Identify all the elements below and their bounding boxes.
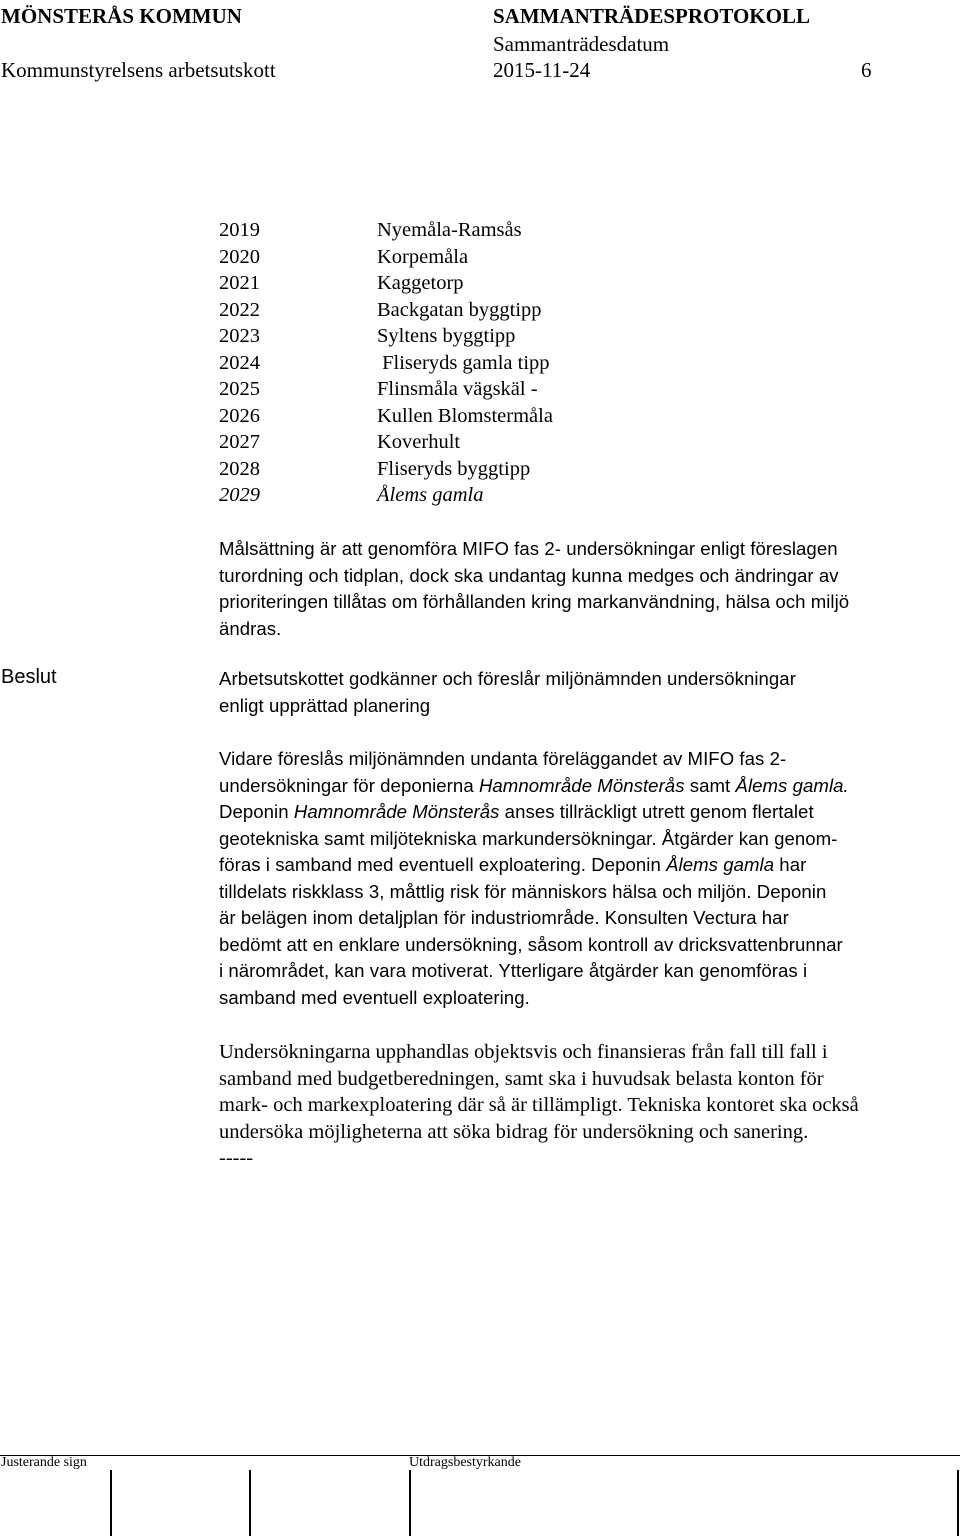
text-line: undersöka möjligheterna att söka bidrag för undersökning och sanering.: [219, 1120, 809, 1143]
text-line: enligt upprättad planering: [219, 694, 431, 716]
text-line: samband med eventuell exploatering.: [219, 986, 530, 1008]
list-item: [219, 482, 719, 509]
site-reference: Hamnområde Mönsterås: [293, 801, 500, 822]
site-number: 2023: [219, 325, 260, 347]
site-number: 2022: [219, 298, 260, 321]
signing-label: Justerande sign: [1, 1455, 87, 1470]
text-line: bedömt att en enklare undersökning, såsom kontroll av dricksvattenbrunnar: [219, 933, 843, 955]
site-number: 2029: [219, 484, 260, 506]
text-line: ändras.: [219, 617, 282, 639]
text-fragment: Deponin: [219, 801, 294, 822]
text-line: [219, 799, 954, 826]
list-item: [219, 297, 719, 324]
list-item: [219, 323, 719, 350]
decision-paragraph-3: [219, 1039, 954, 1172]
text-line: Vidare föreslås miljönämnden undanta föreläggandet av MIFO fas 2-: [219, 748, 787, 769]
list-item: [219, 456, 719, 483]
decision-label: Beslut: [1, 666, 57, 688]
site-reference: Ålems gamla: [666, 854, 775, 875]
signature-box-divider: [957, 1470, 959, 1536]
site-name: Fliseryds gamla tipp: [377, 351, 550, 374]
text-line: Undersökningarna upphandlas objektsvis och finansieras från fall till fall i: [219, 1041, 828, 1063]
text-fragment: har: [774, 854, 807, 875]
signature-box-divider: [409, 1470, 411, 1536]
site-name: Backgatan byggtipp: [377, 298, 542, 321]
list-item: [219, 376, 719, 403]
text-line: i närområdet, kan vara motiverat. Ytterligare åtgärder kan genomföras i: [219, 960, 808, 981]
site-number: 2024: [219, 351, 260, 374]
site-number: 2021: [219, 272, 260, 294]
text-line: samband med budgetberedningen, samt ska i huvudsak belasta konton för: [219, 1067, 824, 1090]
text-line: [219, 852, 954, 879]
list-item: [219, 217, 719, 244]
document-type: SAMMANTRÄDESPROTOKOLL: [493, 4, 810, 28]
site-name: Korpemåla: [377, 245, 469, 268]
list-item: [219, 350, 719, 377]
meeting-date: 2015-11-24: [493, 58, 591, 82]
extract-certification-label: Utdragsbestyrkande: [409, 1455, 521, 1470]
site-name: Nyemåla-Ramsås: [377, 219, 522, 241]
list-item: [219, 403, 719, 430]
text-line: är belägen inom detaljplan för industriområde. Konsulten Vectura har: [219, 907, 789, 928]
text-line: tilldelats riskklass 3, måttlig risk för människors hälsa och miljön. Deponin: [219, 880, 827, 902]
list-item: [219, 429, 719, 456]
signature-box-divider: [110, 1470, 112, 1536]
site-reference: Hamnområde Mönsterås: [478, 774, 685, 796]
site-name: Fliseryds byggtipp: [377, 457, 531, 480]
text-line: Målsättning är att genomföra MIFO fas 2- undersökningar enligt föreslagen: [219, 538, 838, 559]
site-number: 2028: [219, 457, 260, 480]
site-name: Koverhult: [377, 431, 461, 453]
site-number: 2027: [219, 431, 260, 453]
text-line: turordning och tidplan, dock ska undantag kunna medges och ändringar av: [219, 564, 839, 586]
site-reference: Ålems gamla.: [735, 774, 849, 796]
site-name: Kullen Blomstermåla: [377, 404, 553, 427]
signature-box-divider: [249, 1470, 251, 1536]
text-line: prioriteringen tillåtas om förhållanden kring markanvändning, hälsa och miljö: [219, 591, 850, 612]
list-item: [219, 244, 719, 271]
page-number: 6: [861, 58, 872, 82]
goal-paragraph: [219, 536, 954, 642]
text-line: [219, 773, 954, 800]
text-fragment: undersökningar för deponierna: [219, 774, 479, 796]
site-number: 2020: [219, 245, 260, 268]
text-fragment: samt: [684, 774, 736, 796]
site-number: 2025: [219, 378, 260, 400]
decision-paragraph-1: [219, 666, 954, 719]
site-name: Syltens byggtipp: [377, 325, 516, 347]
end-marker: -----: [219, 1147, 254, 1169]
site-list: [219, 217, 719, 509]
date-label: Sammanträdesdatum: [493, 32, 670, 56]
decision-paragraph-2: [219, 746, 954, 1011]
text-fragment: anses tillräckligt utrett genom flertalet: [499, 801, 814, 822]
site-number: 2026: [219, 404, 260, 427]
text-line: Arbetsutskottet godkänner och föreslår miljönämnden undersökningar: [219, 668, 796, 689]
site-number: 2019: [219, 219, 260, 241]
text-fragment: föras i samband med eventuell exploatering. Deponin: [219, 854, 667, 875]
organization-name: MÖNSTERÅS KOMMUN: [1, 4, 242, 28]
committee-name: Kommunstyrelsens arbetsutskott: [1, 58, 276, 82]
site-name: Kaggetorp: [377, 272, 464, 294]
site-name: Ålems gamla: [377, 484, 484, 506]
text-line: mark- och markexploatering där så är tillämpligt. Tekniska kontoret ska också: [219, 1094, 859, 1116]
list-item: [219, 270, 719, 297]
site-name: Flinsmåla vägskäl -: [377, 378, 538, 400]
text-line: geotekniska samt miljötekniska markundersökningar. Åtgärder kan genom-: [219, 827, 838, 849]
